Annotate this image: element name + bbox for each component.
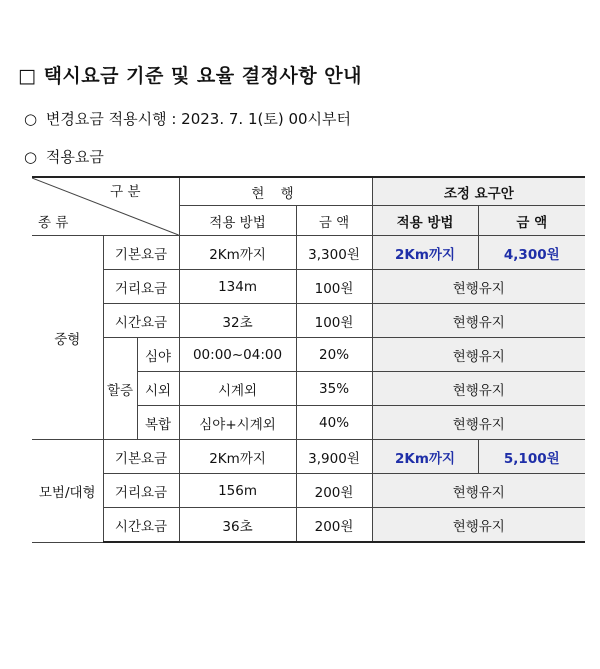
row-item: 시간요금 [103,508,179,543]
row-item: 시간요금 [103,304,179,338]
row-item: 거리요금 [103,270,179,304]
row-amount: 40% [296,406,372,440]
header-proposed: 조정 요구안 [372,177,585,206]
page-title: □ 택시요금 기준 및 요율 결정사항 안내 [18,65,362,87]
header-new-amount: 금 액 [478,206,585,236]
group-large: 모범/대형 [32,440,103,543]
applied-fare-text: 적용요금 [45,148,104,166]
row-new-amount: 5,100원 [478,440,585,474]
row-method: 134m [179,270,296,304]
row-method: 156m [179,474,296,508]
row-new: 현행유지 [372,406,585,440]
row-method: 36초 [179,508,296,543]
row-amount: 100원 [296,270,372,304]
table-row [32,270,585,304]
circle-bullet-icon: ○ [24,110,38,128]
row-new: 현행유지 [372,270,585,304]
header-category: 구 분 [110,184,141,200]
row-amount: 200원 [296,474,372,508]
header-current: 현 행 [179,177,372,206]
table-row [32,236,585,270]
row-new-amount: 4,300원 [478,236,585,270]
circle-bullet-icon: ○ [24,148,38,166]
row-amount: 3,900원 [296,440,372,474]
fare-table [32,176,585,543]
header-amount: 금 액 [296,206,372,236]
row-new: 현행유지 [372,304,585,338]
row-new: 현행유지 [372,372,585,406]
diagonal-header-cell [32,177,179,236]
row-method: 심야+시계외 [179,406,296,440]
row-item: 거리요금 [103,474,179,508]
row-amount: 20% [296,338,372,372]
row-method: 2Km까지 [179,236,296,270]
table-row [32,474,585,508]
row-item: 기본요금 [103,236,179,270]
row-method: 32초 [179,304,296,338]
row-item: 시외 [137,372,179,406]
table-row [32,440,585,474]
row-new: 현행유지 [372,338,585,372]
header-type: 종 류 [38,215,69,231]
group-surcharge: 할증 [103,338,137,440]
table-row [32,304,585,338]
group-mid: 중형 [32,236,103,440]
row-new-method: 2Km까지 [372,440,478,474]
table-row [32,338,585,372]
row-amount: 100원 [296,304,372,338]
row-method: 00:00~04:00 [179,338,296,372]
effective-date-line [24,108,351,129]
header-method: 적용 방법 [179,206,296,236]
table-row [32,508,585,543]
header-row-1 [32,177,585,206]
row-amount: 3,300원 [296,236,372,270]
row-item: 기본요금 [103,440,179,474]
applied-fare-line [24,146,104,167]
row-item: 복합 [137,406,179,440]
row-amount: 200원 [296,508,372,543]
row-new-method: 2Km까지 [372,236,478,270]
row-method: 시계외 [179,372,296,406]
row-method: 2Km까지 [179,440,296,474]
row-new: 현행유지 [372,474,585,508]
row-new: 현행유지 [372,508,585,543]
row-amount: 35% [296,372,372,406]
row-item: 심야 [137,338,179,372]
effective-date-text: 변경요금 적용시행 : 2023. 7. 1(토) 00시부터 [45,110,352,128]
header-new-method: 적용 방법 [372,206,478,236]
